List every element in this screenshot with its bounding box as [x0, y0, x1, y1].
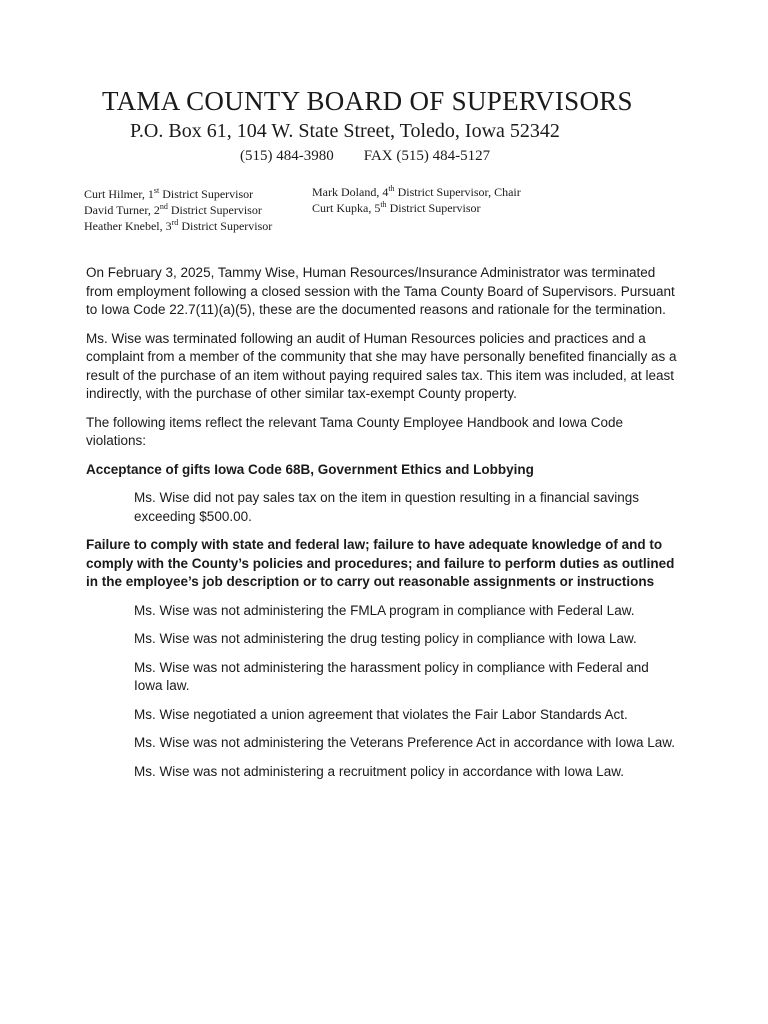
- mailing-address: P.O. Box 61, 104 W. State Street, Toledo, Iowa 52342: [130, 120, 560, 142]
- supervisor-entry: David Turner, 2nd District Supervisor: [84, 202, 262, 217]
- list-item: Ms. Wise was not administering the FMLA program in compliance with Federal Law.: [134, 602, 635, 618]
- paragraph-violations-intro: The following items reflect the relevant Tama County Employee Handbook and Iowa Code violations:: [86, 414, 624, 448]
- list-item: Ms. Wise was not administering the harassment policy in compliance with Federal and Iowa law.: [134, 659, 649, 693]
- organization-name: TAMA COUNTY BOARD OF SUPERVISORS: [102, 86, 633, 116]
- contact-numbers: [240, 148, 490, 165]
- supervisor-entry: Mark Doland, 4th District Supervisor, Chair: [312, 184, 521, 199]
- violations-list: [86, 602, 680, 782]
- section-heading-compliance: Failure to comply with state and federal law; failure to have adequate knowledge of and to comply with the County’s policies and procedures; and failure to perform duties as outlined in the employee’s job description or to carry out reasonable assignments or instructions: [86, 537, 675, 589]
- supervisor-entry: Curt Hilmer, 1st District Supervisor: [84, 186, 254, 201]
- list-item: Ms. Wise was not administering the Veterans Preference Act in accordance with Iowa Law.: [134, 735, 676, 750]
- list-item: Ms. Wise was not administering the drug testing policy in compliance with Iowa Law.: [134, 631, 637, 646]
- paragraph-termination-notice: On February 3, 2025, Tammy Wise, Human Resources/Insurance Administrator was terminated from employment following a closed session with the Tama County Board of Supervisors. Pursuant to Iowa Code 22.7(11)(a)(5), these are the documented reasons and rationale for the termination.: [86, 265, 675, 317]
- section-heading-gifts: Acceptance of gifts Iowa Code 68B, Government Ethics and Lobbying: [86, 461, 534, 477]
- list-item: Ms. Wise negotiated a union agreement that violates the Fair Labor Standards Act.: [134, 706, 628, 722]
- letter-body: [86, 264, 680, 791]
- gifts-violation-item: Ms. Wise did not pay sales tax on the item in question resulting in a financial savings exceeding $500.00.: [134, 490, 640, 524]
- phone-number: (515) 484-3980: [240, 148, 334, 164]
- supervisor-column-right: [312, 184, 612, 216]
- supervisor-column-left: [84, 186, 314, 234]
- supervisor-entry: Curt Kupka, 5th District Supervisor: [312, 200, 481, 215]
- list-item: Ms. Wise was not administering a recruitment policy in accordance with Iowa Law.: [134, 763, 624, 779]
- fax-number: FAX (515) 484-5127: [363, 148, 491, 164]
- supervisor-entry: Heather Knebel, 3rd District Supervisor: [84, 218, 273, 233]
- paragraph-audit-reason: Ms. Wise was terminated following an audit of Human Resources policies and practices and a complaint from a member of the community that she may have personally benefited financially as a result of the purchase of an item without paying required sales tax. This item was included, at least indirectly, with the purchase of other similar tax-exempt County property.: [86, 330, 677, 401]
